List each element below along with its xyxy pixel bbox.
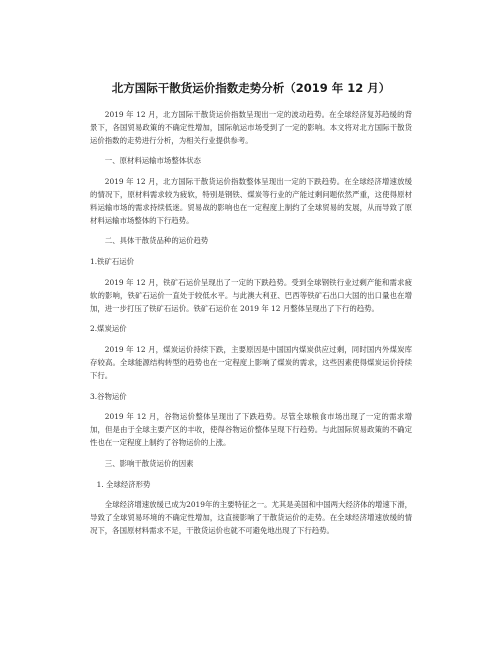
coal-heading: 2.煤炭运价 (90, 324, 127, 334)
economy-paragraph: 全球经济增速放缓已成为2019年的主要特征之一。尤其是美国和中国两大经济体的增速下滑，导致了全球贸易环境的不确定性增加，这直接影响了干散货运价的走势。在全球经济增速放缓的情况下，各国原材料需求不足，干散货运价也就不可避免地出现了下行趋势。 (90, 500, 412, 535)
coal-paragraph: 2019 年 12 月，煤炭运价持续下跌，主要原因是中国国内煤炭供应过剩，同时国内外煤炭库存较高。全球能源结构转型的趋势也在一定程度上影响了煤炭的需求，这些因素使得煤炭运价持续下行。 (90, 345, 412, 380)
grain-heading: 3.谷物运价 (90, 391, 127, 401)
section-1-heading: 一、原材料运输市场整体状态 (104, 156, 201, 166)
document-title: 北方国际干散货运价指数走势分析（2019 年 12 月） (111, 81, 391, 95)
section-3-heading: 三、影响干散货运价的因素 (104, 458, 194, 468)
iron-ore-paragraph: 2019 年 12 月，铁矿石运价呈现出了一定的下跌趋势。受到全球钢铁行业过剩产能和需求疲软的影响，铁矿石运价一直处于较低水平。与此澳大利亚、巴西等铁矿石出口大国的出口量也在增加，进一步打压了铁矿石运价。铁矿石运价在 2019 年 12 月整体呈现出了下行的趋势。 (90, 277, 412, 313)
intro-paragraph: 2019 年 12 月，北方国际干散货运价指数呈现出一定的波动趋势。在全球经济复苏趋缓的背景下，各国贸易政策的不确定性增加，国际航运市场受到了一定的影响。本文将对北方国际干散货运价指数的走势进行分析，为相关行业提供参考。 (90, 110, 412, 145)
grain-paragraph: 2019 年 12 月，谷物运价整体呈现出了下跌趋势。尽管全球粮食市场出现了一定的需求增加，但是由于全球主要产区的丰收，使得谷物运价整体呈现下行趋势。与此国际贸易政策的不确定性也在一定程度上制约了谷物运价的上涨。 (90, 412, 412, 447)
section-1-paragraph: 2019 年 12 月，北方国际干散货运价指数整体呈现出一定的下跌趋势。在全球经济增速放缓的情况下，原材料需求较为疲软，特别是钢铁、煤炭等行业的产能过剩问题依然严重，这使得原材料运输市场的需求持续低迷。贸易战的影响也在一定程度上制约了全球贸易的发展，从而导致了原材料运输市场整体的下行趋势。 (90, 177, 412, 225)
economy-heading: 1. 全球经济形势 (96, 479, 151, 489)
iron-ore-heading: 1.铁矿石运价 (90, 257, 135, 267)
section-2-heading: 二、具体干散货品种的运价趋势 (104, 236, 209, 246)
